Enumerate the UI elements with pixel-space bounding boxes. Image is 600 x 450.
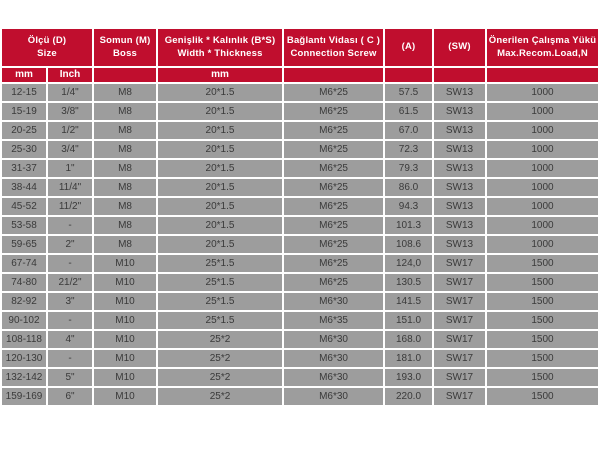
cell-connection-screw: M6*25 <box>284 141 383 158</box>
cell-size-mm: 108-118 <box>2 331 46 348</box>
cell-size-mm: 31-37 <box>2 160 46 177</box>
cell-width-thickness: 25*2 <box>158 369 282 386</box>
cell-a: 151.0 <box>385 312 432 329</box>
table-row <box>2 255 598 272</box>
cell-boss: M10 <box>94 388 156 405</box>
cell-size-mm: 45-52 <box>2 198 46 215</box>
table-row <box>2 122 598 139</box>
cell-a: 220.0 <box>385 388 432 405</box>
cell-a: 181.0 <box>385 350 432 367</box>
cell-size-mm: 90-102 <box>2 312 46 329</box>
cell-sw: SW17 <box>434 255 485 272</box>
cell-load: 1000 <box>487 179 598 196</box>
cell-size-mm: 74-80 <box>2 274 46 291</box>
cell-connection-screw: M6*30 <box>284 293 383 310</box>
header-boss-line2: Boss <box>113 47 138 59</box>
cell-size-mm: 12-15 <box>2 84 46 101</box>
cell-size-mm: 20-25 <box>2 122 46 139</box>
cell-load: 1000 <box>487 84 598 101</box>
cell-a: 94.3 <box>385 198 432 215</box>
cell-size-mm: 38-44 <box>2 179 46 196</box>
cell-size-mm: 15-19 <box>2 103 46 120</box>
table-row <box>2 312 598 329</box>
table-row <box>2 369 598 386</box>
subheader-inch: Inch <box>48 68 92 82</box>
cell-load: 1000 <box>487 141 598 158</box>
cell-size-inch: - <box>48 350 92 367</box>
subheader-width-mm: mm <box>158 68 282 82</box>
cell-a: 72.3 <box>385 141 432 158</box>
cell-width-thickness: 20*1.5 <box>158 236 282 253</box>
header-load-line2: Max.Recom.Load,N <box>497 47 588 59</box>
table-row <box>2 160 598 177</box>
spec-table <box>0 27 600 407</box>
cell-boss: M10 <box>94 255 156 272</box>
header-width-thickness-line2: Width * Thickness <box>177 47 263 59</box>
cell-width-thickness: 20*1.5 <box>158 84 282 101</box>
cell-load: 1500 <box>487 274 598 291</box>
cell-sw: SW13 <box>434 103 485 120</box>
cell-a: 86.0 <box>385 179 432 196</box>
cell-size-inch: - <box>48 255 92 272</box>
table-row <box>2 236 598 253</box>
cell-sw: SW13 <box>434 160 485 177</box>
cell-boss: M8 <box>94 122 156 139</box>
cell-width-thickness: 20*1.5 <box>158 179 282 196</box>
header-sw: (SW) <box>434 29 485 66</box>
header-size-line1: Ölçü (D) <box>27 35 67 47</box>
table-row <box>2 103 598 120</box>
header-row-main <box>2 29 598 66</box>
table-row <box>2 331 598 348</box>
cell-a: 141.5 <box>385 293 432 310</box>
cell-sw: SW17 <box>434 274 485 291</box>
header-boss-line1: Somun (M) <box>99 35 151 47</box>
cell-connection-screw: M6*30 <box>284 331 383 348</box>
header-connection-screw-line1: Bağlantı Vidası ( C ) <box>286 35 381 47</box>
cell-size-mm: 53-58 <box>2 217 46 234</box>
cell-connection-screw: M6*25 <box>284 103 383 120</box>
cell-width-thickness: 25*1.5 <box>158 255 282 272</box>
table-row <box>2 350 598 367</box>
table-row <box>2 388 598 405</box>
cell-size-inch: 1" <box>48 160 92 177</box>
cell-connection-screw: M6*25 <box>284 198 383 215</box>
table-row <box>2 179 598 196</box>
cell-load: 1000 <box>487 236 598 253</box>
header-load <box>487 29 598 66</box>
cell-boss: M8 <box>94 160 156 177</box>
cell-size-mm: 159-169 <box>2 388 46 405</box>
cell-size-mm: 67-74 <box>2 255 46 272</box>
cell-load: 1500 <box>487 331 598 348</box>
cell-size-inch: 5" <box>48 369 92 386</box>
cell-width-thickness: 25*2 <box>158 350 282 367</box>
cell-sw: SW13 <box>434 198 485 215</box>
header-size-line2: Size <box>37 47 57 59</box>
cell-boss: M8 <box>94 141 156 158</box>
cell-connection-screw: M6*30 <box>284 388 383 405</box>
cell-boss: M10 <box>94 274 156 291</box>
cell-connection-screw: M6*30 <box>284 350 383 367</box>
header-connection-screw-line2: Connection Screw <box>290 47 377 59</box>
cell-connection-screw: M6*25 <box>284 84 383 101</box>
header-load-line1: Önerilen Çalışma Yükü <box>488 35 597 47</box>
cell-size-mm: 82-92 <box>2 293 46 310</box>
cell-width-thickness: 25*2 <box>158 331 282 348</box>
cell-width-thickness: 25*1.5 <box>158 312 282 329</box>
cell-size-mm: 59-65 <box>2 236 46 253</box>
cell-boss: M10 <box>94 293 156 310</box>
cell-sw: SW17 <box>434 293 485 310</box>
cell-size-inch: - <box>48 217 92 234</box>
header-width-thickness <box>158 29 282 66</box>
table-body <box>2 84 598 405</box>
cell-a: 124,0 <box>385 255 432 272</box>
cell-size-inch: - <box>48 312 92 329</box>
subheader-sw-empty <box>434 68 485 82</box>
cell-connection-screw: M6*25 <box>284 122 383 139</box>
cell-size-inch: 21/2" <box>48 274 92 291</box>
cell-size-inch: 6" <box>48 388 92 405</box>
cell-size-inch: 11/4" <box>48 179 92 196</box>
cell-width-thickness: 25*2 <box>158 388 282 405</box>
cell-sw: SW17 <box>434 369 485 386</box>
cell-sw: SW13 <box>434 179 485 196</box>
cell-sw: SW13 <box>434 84 485 101</box>
cell-sw: SW13 <box>434 122 485 139</box>
cell-connection-screw: M6*25 <box>284 274 383 291</box>
cell-boss: M8 <box>94 179 156 196</box>
cell-a: 168.0 <box>385 331 432 348</box>
header-width-thickness-line1: Genişlik * Kalınlık (B*S) <box>164 35 276 47</box>
cell-size-inch: 3" <box>48 293 92 310</box>
cell-sw: SW13 <box>434 217 485 234</box>
cell-load: 1000 <box>487 103 598 120</box>
cell-sw: SW13 <box>434 236 485 253</box>
cell-size-inch: 3/8" <box>48 103 92 120</box>
cell-width-thickness: 20*1.5 <box>158 160 282 177</box>
table-row <box>2 217 598 234</box>
cell-size-mm: 132-142 <box>2 369 46 386</box>
cell-a: 130.5 <box>385 274 432 291</box>
cell-boss: M8 <box>94 84 156 101</box>
cell-boss: M10 <box>94 350 156 367</box>
cell-width-thickness: 20*1.5 <box>158 122 282 139</box>
cell-sw: SW17 <box>434 388 485 405</box>
table-row <box>2 198 598 215</box>
cell-sw: SW17 <box>434 350 485 367</box>
cell-a: 193.0 <box>385 369 432 386</box>
cell-connection-screw: M6*25 <box>284 179 383 196</box>
table-row <box>2 84 598 101</box>
cell-load: 1500 <box>487 350 598 367</box>
table-row <box>2 274 598 291</box>
cell-load: 1500 <box>487 388 598 405</box>
table-header <box>2 29 598 82</box>
cell-load: 1000 <box>487 160 598 177</box>
cell-load: 1500 <box>487 369 598 386</box>
cell-connection-screw: M6*35 <box>284 312 383 329</box>
cell-a: 101.3 <box>385 217 432 234</box>
cell-load: 1000 <box>487 217 598 234</box>
subheader-screw-empty <box>284 68 383 82</box>
cell-sw: SW13 <box>434 141 485 158</box>
subheader-a-empty <box>385 68 432 82</box>
header-size <box>2 29 92 66</box>
subheader-load-empty <box>487 68 598 82</box>
cell-size-inch: 4" <box>48 331 92 348</box>
cell-size-mm: 120-130 <box>2 350 46 367</box>
header-a: (A) <box>385 29 432 66</box>
table-row <box>2 293 598 310</box>
cell-width-thickness: 25*1.5 <box>158 293 282 310</box>
header-boss <box>94 29 156 66</box>
cell-size-inch: 1/4" <box>48 84 92 101</box>
cell-boss: M8 <box>94 236 156 253</box>
cell-width-thickness: 20*1.5 <box>158 198 282 215</box>
cell-width-thickness: 20*1.5 <box>158 141 282 158</box>
cell-boss: M8 <box>94 217 156 234</box>
cell-boss: M10 <box>94 331 156 348</box>
cell-boss: M8 <box>94 198 156 215</box>
cell-a: 108.6 <box>385 236 432 253</box>
cell-boss: M8 <box>94 103 156 120</box>
cell-size-mm: 25-30 <box>2 141 46 158</box>
cell-a: 67.0 <box>385 122 432 139</box>
cell-boss: M10 <box>94 312 156 329</box>
cell-boss: M10 <box>94 369 156 386</box>
subheader-mm: mm <box>2 68 46 82</box>
cell-a: 79.3 <box>385 160 432 177</box>
cell-load: 1500 <box>487 312 598 329</box>
header-row-sub <box>2 68 598 82</box>
subheader-boss-empty <box>94 68 156 82</box>
cell-load: 1000 <box>487 198 598 215</box>
table-row <box>2 141 598 158</box>
cell-connection-screw: M6*25 <box>284 217 383 234</box>
cell-connection-screw: M6*30 <box>284 369 383 386</box>
cell-a: 61.5 <box>385 103 432 120</box>
cell-sw: SW17 <box>434 312 485 329</box>
cell-size-inch: 11/2" <box>48 198 92 215</box>
cell-load: 1000 <box>487 122 598 139</box>
cell-a: 57.5 <box>385 84 432 101</box>
cell-width-thickness: 20*1.5 <box>158 217 282 234</box>
cell-size-inch: 3/4" <box>48 141 92 158</box>
cell-width-thickness: 25*1.5 <box>158 274 282 291</box>
cell-load: 1500 <box>487 293 598 310</box>
cell-connection-screw: M6*25 <box>284 255 383 272</box>
cell-sw: SW17 <box>434 331 485 348</box>
cell-connection-screw: M6*25 <box>284 160 383 177</box>
cell-connection-screw: M6*25 <box>284 236 383 253</box>
cell-load: 1500 <box>487 255 598 272</box>
cell-width-thickness: 20*1.5 <box>158 103 282 120</box>
header-connection-screw <box>284 29 383 66</box>
cell-size-inch: 2" <box>48 236 92 253</box>
cell-size-inch: 1/2" <box>48 122 92 139</box>
